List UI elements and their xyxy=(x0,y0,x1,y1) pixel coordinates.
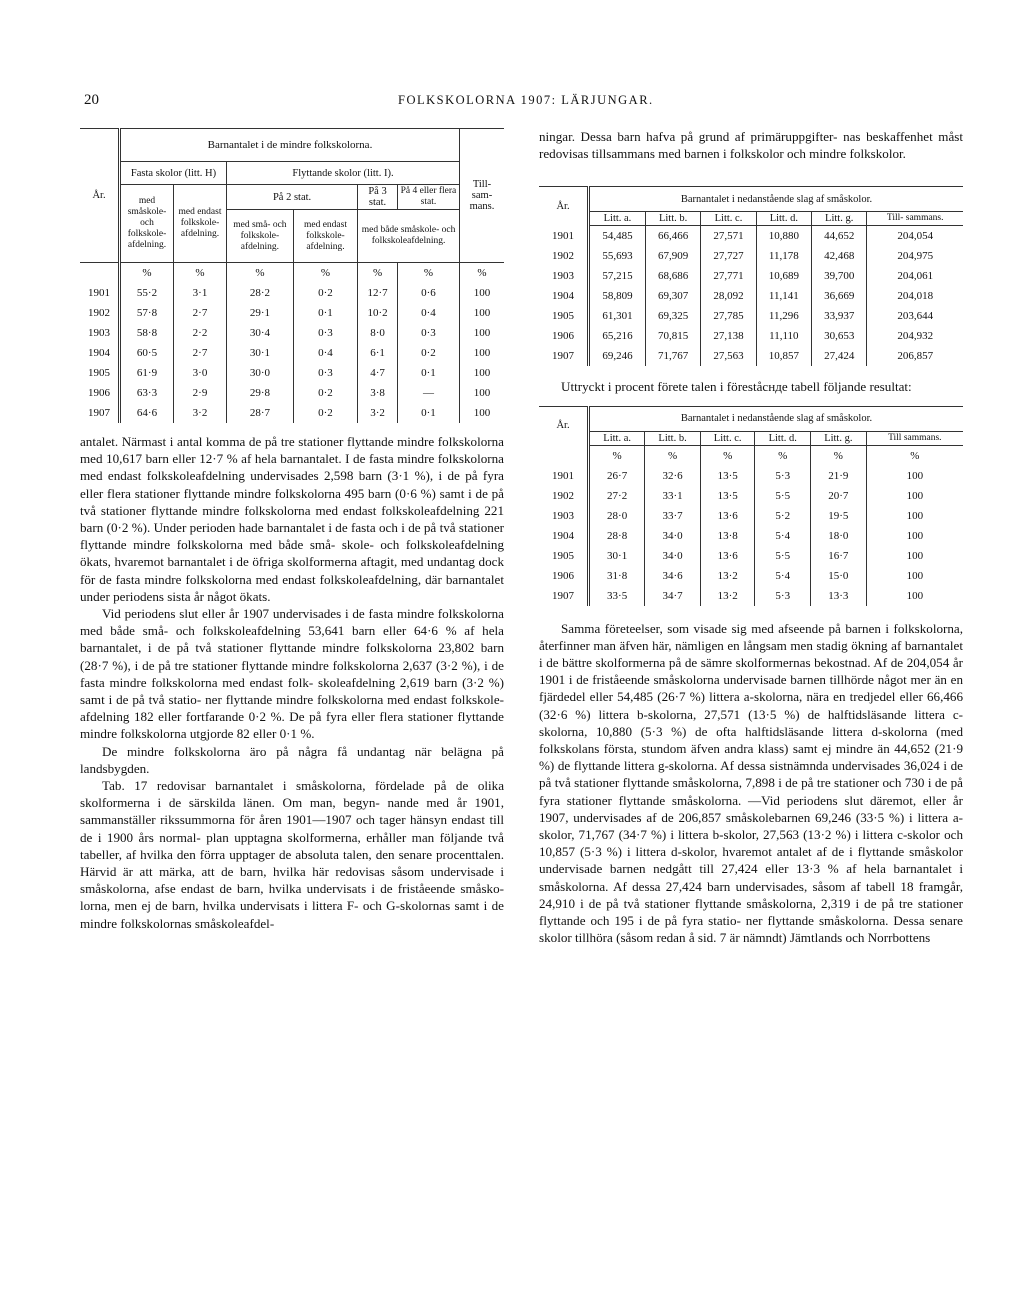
value-cell: 100 xyxy=(866,506,963,526)
table-year-header: År. xyxy=(539,406,589,445)
year-cell: 1907 xyxy=(539,586,589,606)
value-cell: 13·2 xyxy=(700,566,755,586)
paragraph: Tab. 17 redovisar barnantalet i småskolorna, fördelade på de olika skolformerna i de särskilda länen. Om man, begyn- nande med år 1901, sammanställer rikssummorna för åren 1901—1907 och tager hänsyn endast till de i 1900 års normal- plan upptagna skolformerna, erhåller man följande två tabeller, af hvilka den förra upptager de absoluta talen, den senare procenttalen. Härvid är att märka, att de barn, hvilka här redovisas såsom undervisade i småskolorna, afse endast de barn, hvilka undervisats i de friståeende småsko- lorna, men ej de barn, hvilka undervisats i littera F- och G-skolornas samt i de mindre folkskolornas småskoleafdel- xyxy=(80,778,504,931)
value-cell: 8·0 xyxy=(358,323,398,343)
unit-label: % xyxy=(811,445,867,466)
year-cell: 1904 xyxy=(539,526,589,546)
col-header: Litt. a. xyxy=(589,212,646,226)
year-cell: 1906 xyxy=(539,566,589,586)
value-cell: 21·9 xyxy=(811,466,867,486)
value-cell: 11,141 xyxy=(756,286,811,306)
value-cell: 0·2 xyxy=(293,383,357,403)
left-column xyxy=(80,128,504,932)
value-cell: 27,571 xyxy=(701,226,756,247)
value-cell: 5·3 xyxy=(755,586,811,606)
col-header: med endast folkskole- afdelning. xyxy=(174,185,227,263)
paragraph: Vid periodens slut eller år 1907 undervisades i de fasta mindre folkskolorna med både små- och folkskoleafdelning 53,641 barn eller 64·6 % af hela barnantalet, i de på två stationer flyttande mindre folkskolorna 23,802 barn (28·7 %), i de på tre stationer flyttande mindre folkskolorna 2,637 (3·2 %), i de fasta mindre folkskolorna med endast folk- skoleafdelning 2,619 barn (3·2 %) samt i de på två statio- ner flyttande mindre folkskolorna med endast folkskole- afdelning 182 eller fortfarande 0·2 %. De på fyra eller flera stationer flyttande mindre folkskolorna utgjorde 82 eller 0·1 %. xyxy=(80,606,504,742)
table-smaskolor-percent xyxy=(539,406,963,606)
table-row xyxy=(539,306,963,326)
value-cell: — xyxy=(397,383,459,403)
unit-label: % xyxy=(866,445,963,466)
col-header: Till sammans. xyxy=(866,431,963,445)
value-cell: 33·1 xyxy=(645,486,701,506)
table-row xyxy=(539,266,963,286)
table-total-header: Till- sam- mans. xyxy=(460,129,505,263)
table-row xyxy=(539,586,963,606)
value-cell: 29·1 xyxy=(227,303,294,323)
value-cell: 57,215 xyxy=(602,270,633,283)
unit-spacer xyxy=(539,445,589,466)
value-cell: 5·2 xyxy=(755,506,811,526)
col-header: På 4 eller flera stat. xyxy=(397,185,459,210)
value-cell: 16·7 xyxy=(811,546,867,566)
col-header: Litt. c. xyxy=(700,431,755,445)
unit-label: % xyxy=(120,263,174,284)
value-cell: 58,809 xyxy=(602,290,633,303)
unit-label: % xyxy=(227,263,294,284)
value-cell: 13·8 xyxy=(700,526,755,546)
value-cell: 69,246 xyxy=(602,350,633,363)
value-cell: 3·8 xyxy=(358,383,398,403)
value-cell: 11,110 xyxy=(756,326,811,346)
value-cell: 3·2 xyxy=(358,403,398,423)
value-cell: 28·0 xyxy=(607,509,628,522)
value-cell: 6·1 xyxy=(358,343,398,363)
value-cell: 100 xyxy=(460,343,505,363)
year-cell: 1903 xyxy=(539,266,589,286)
year-cell: 1903 xyxy=(80,323,120,343)
value-cell: 27·2 xyxy=(607,489,628,502)
value-cell: 61·9 xyxy=(136,367,158,379)
table-row xyxy=(539,246,963,266)
paragraph: Samma företeelser, som visade sig med afseende på barnen i folkskolorna, återfinner man äfven här, nämligen en långsam men stadig ökning af barnantalet i de bättre skolformerna på de sämre skolformernas bekostnad. Af de 204,054 år 1901 i de friståeende småskolorna undervisade barnen tillhörde något mer än en fjärdedel eller 54,485 (26·7 %) littera a-skolorna, nära en tredjedel eller 66,466 (32·6 %) littera b-skolorna, 27,571 (13·5 %) de halftidsläsande littera c-skolorna, 10,880 (5·3 %) de ofta halftidsläsande littera d-skolorna (med folkskolans första, stundom äfven andra klass) samt ej mindre än 44,652 (21·9 %) de flyttande littera g-skolorna. Af dessa sistnämnda undervisades 36,024 i de på två stationer flyttande småskolorna, 7,898 i de på tre stationer och 730 i de på fyra stationer flyttande småskolorna. —Vid periodens slut däremot, eller år 1907, undervisades af de 206,857 småskolebarnen 69,246 (33·5 %) i littera a-skolor, 71,767 (34·7 %) i littera b-skolor, 27,563 (13·2 %) i littera c-skolor och 10,857 (5·3 %) i littera d-skolor, hvaremot antalet af de i flyttande småskolor undervisade barnen nedgått till 27,424 eller 13·3 % af hela barnantalet i småskolorna. Af dessa 27,424 barn undervisades, såsom af tabell 18 framgår, 24,910 i de på två stationer flyttande småskolorna, 2,319 i de på tre stationer flyttande och 195 i de på fyra statio- ner flyttande småskolorna. Dessa senare skolor tillhöra (såsom redan å sid. 7 är nämndt) Jämtlands och Norrbottens xyxy=(539,620,963,946)
value-cell: 64·6 xyxy=(136,407,158,419)
value-cell: 30·0 xyxy=(227,363,294,383)
value-cell: 5·3 xyxy=(755,466,811,486)
paragraph: Uttryckt i procent förete talen i föreståснде tabell följande resultat: xyxy=(561,379,912,395)
value-cell: 13·3 xyxy=(811,586,867,606)
value-cell: 0·2 xyxy=(293,403,357,423)
value-cell: 55·2 xyxy=(136,287,158,299)
value-cell: 36,669 xyxy=(812,286,867,306)
value-cell: 100 xyxy=(460,363,505,383)
value-cell: 0·3 xyxy=(397,323,459,343)
table-row xyxy=(539,546,963,566)
value-cell: 32·6 xyxy=(645,466,701,486)
page-header xyxy=(0,92,1024,112)
value-cell: 30·1 xyxy=(607,549,628,562)
year-cell: 1901 xyxy=(539,226,589,247)
table-mindre-folkskolor xyxy=(80,128,504,423)
year-cell: 1906 xyxy=(80,383,120,403)
value-cell: 100 xyxy=(866,486,963,506)
value-cell: 0·1 xyxy=(397,403,459,423)
col-header: med små- och folkskole- afdelning. xyxy=(227,210,294,263)
table-row xyxy=(80,343,504,363)
value-cell: 27,785 xyxy=(701,306,756,326)
value-cell: 58·8 xyxy=(136,327,158,339)
year-cell: 1905 xyxy=(539,306,589,326)
value-cell: 27,138 xyxy=(701,326,756,346)
value-cell: 204,932 xyxy=(867,326,963,346)
unit-label: % xyxy=(460,263,505,284)
value-cell: 204,975 xyxy=(867,246,963,266)
value-cell: 0·2 xyxy=(397,343,459,363)
col-header: Litt. b. xyxy=(645,431,701,445)
value-cell: 34·6 xyxy=(645,566,701,586)
year-cell: 1902 xyxy=(539,246,589,266)
year-cell: 1907 xyxy=(539,346,589,366)
value-cell: 100 xyxy=(460,283,505,303)
value-cell: 30·1 xyxy=(227,343,294,363)
table-row xyxy=(80,363,504,383)
value-cell: 10,689 xyxy=(756,266,811,286)
table-row xyxy=(539,506,963,526)
value-cell: 68,686 xyxy=(645,266,700,286)
table-row xyxy=(80,283,504,303)
year-cell: 1907 xyxy=(80,403,120,423)
value-cell: 39,700 xyxy=(812,266,867,286)
table-group-title: Barnantalet i de mindre folkskolorna. xyxy=(120,129,460,162)
unit-label: % xyxy=(612,449,622,462)
table-row xyxy=(80,323,504,343)
value-cell: 5·5 xyxy=(755,546,811,566)
value-cell: 11,296 xyxy=(756,306,811,326)
value-cell: 100 xyxy=(460,403,505,423)
table-row xyxy=(539,466,963,486)
value-cell: 29·8 xyxy=(227,383,294,403)
value-cell: 2·2 xyxy=(174,323,227,343)
value-cell: 5·4 xyxy=(755,566,811,586)
year-cell: 1905 xyxy=(80,363,120,383)
value-cell: 13·5 xyxy=(700,466,755,486)
value-cell: 61,301 xyxy=(602,310,633,323)
table-year-header: År. xyxy=(80,129,120,263)
value-cell: 65,216 xyxy=(602,330,633,343)
value-cell: 33·7 xyxy=(645,506,701,526)
value-cell: 66,466 xyxy=(645,226,700,247)
value-cell: 0·1 xyxy=(397,363,459,383)
value-cell: 18·0 xyxy=(811,526,867,546)
value-cell: 100 xyxy=(866,586,963,606)
value-cell: 10,857 xyxy=(756,346,811,366)
year-cell: 1903 xyxy=(539,506,589,526)
table-row xyxy=(539,526,963,546)
value-cell: 204,054 xyxy=(867,226,963,247)
table-row xyxy=(80,303,504,323)
value-cell: 2·7 xyxy=(174,343,227,363)
value-cell: 100 xyxy=(866,546,963,566)
table-row xyxy=(539,346,963,366)
value-cell: 0·3 xyxy=(293,323,357,343)
value-cell: 54,485 xyxy=(602,230,633,243)
value-cell: 0·4 xyxy=(397,303,459,323)
value-cell: 26·7 xyxy=(607,469,628,482)
value-cell: 33·5 xyxy=(607,589,628,602)
value-cell: 2·9 xyxy=(174,383,227,403)
year-cell: 1904 xyxy=(539,286,589,306)
paragraph: ningar. Dessa barn hafva på grund af primäruppgifter- nas beskaffenhet måst redovisas tillsammans med barnen i folkskolor och mindre folkskolor. xyxy=(539,129,963,162)
table-row xyxy=(539,326,963,346)
value-cell: 69,307 xyxy=(645,286,700,306)
value-cell: 0·2 xyxy=(293,283,357,303)
col-header: På 3 stat. xyxy=(358,185,398,210)
value-cell: 100 xyxy=(460,303,505,323)
value-cell: 203,644 xyxy=(867,306,963,326)
value-cell: 100 xyxy=(866,466,963,486)
col-header: Litt. g. xyxy=(811,431,867,445)
col-header: Litt. b. xyxy=(645,212,700,226)
col-header: Litt. g. xyxy=(812,212,867,226)
value-cell: 0·1 xyxy=(293,303,357,323)
table-row xyxy=(539,286,963,306)
year-cell: 1902 xyxy=(539,486,589,506)
table-row xyxy=(539,226,963,247)
value-cell: 71,767 xyxy=(645,346,700,366)
value-cell: 204,018 xyxy=(867,286,963,306)
table-year-header: År. xyxy=(539,187,589,226)
value-cell: 204,061 xyxy=(867,266,963,286)
unit-label: % xyxy=(358,263,398,284)
value-cell: 30,653 xyxy=(812,326,867,346)
value-cell: 13·5 xyxy=(700,486,755,506)
right-column xyxy=(539,128,963,946)
paragraph: De mindre folkskolorna äro på några få undantag när belägna på landsbygden. xyxy=(80,743,504,776)
value-cell: 12·7 xyxy=(358,283,398,303)
col-header: På 2 stat. xyxy=(227,185,358,210)
year-cell: 1902 xyxy=(80,303,120,323)
col-header: Litt. a. xyxy=(589,431,645,445)
value-cell: 19·5 xyxy=(811,506,867,526)
fasta-skolor-header: Fasta skolor (litt. H) xyxy=(120,162,227,185)
value-cell: 100 xyxy=(460,323,505,343)
col-header: Litt. c. xyxy=(701,212,756,226)
year-cell: 1901 xyxy=(539,466,589,486)
value-cell: 27,563 xyxy=(701,346,756,366)
table-row xyxy=(80,403,504,423)
table-group-title: Barnantalet i nedanstående slag af småskolor. xyxy=(589,406,964,431)
unit-label: % xyxy=(700,445,755,466)
value-cell: 42,468 xyxy=(812,246,867,266)
value-cell: 28·8 xyxy=(607,529,628,542)
value-cell: 27,771 xyxy=(701,266,756,286)
value-cell: 70,815 xyxy=(645,326,700,346)
running-title: FOLKSKOLORNA 1907: LÄRJUNGAR. xyxy=(398,93,654,107)
value-cell: 34·0 xyxy=(645,546,701,566)
value-cell: 28·2 xyxy=(227,283,294,303)
table-smaskolor-absolute xyxy=(539,186,963,366)
value-cell: 13·6 xyxy=(700,506,755,526)
unit-label: % xyxy=(645,445,701,466)
value-cell: 100 xyxy=(460,383,505,403)
value-cell: 15·0 xyxy=(811,566,867,586)
col-header: Litt. d. xyxy=(756,212,811,226)
col-header: Litt. d. xyxy=(755,431,811,445)
value-cell: 13·6 xyxy=(700,546,755,566)
table-row xyxy=(539,486,963,506)
value-cell: 0·6 xyxy=(397,283,459,303)
col-header: med både småskole- och folkskoleafdelning. xyxy=(358,210,460,263)
value-cell: 10,880 xyxy=(756,226,811,247)
value-cell: 69,325 xyxy=(645,306,700,326)
value-cell: 100 xyxy=(866,566,963,586)
value-cell: 20·7 xyxy=(811,486,867,506)
value-cell: 0·4 xyxy=(293,343,357,363)
value-cell: 67,909 xyxy=(645,246,700,266)
table-group-title: Barnantalet i nedanstående slag af småskolor. xyxy=(589,187,964,212)
value-cell: 33,937 xyxy=(812,306,867,326)
value-cell: 2·7 xyxy=(174,303,227,323)
value-cell: 0·3 xyxy=(293,363,357,383)
unit-label: % xyxy=(174,263,227,284)
value-cell: 13·2 xyxy=(700,586,755,606)
value-cell: 44,652 xyxy=(812,226,867,247)
value-cell: 3·1 xyxy=(174,283,227,303)
value-cell: 206,857 xyxy=(867,346,963,366)
col-header: Till- sammans. xyxy=(867,212,963,226)
unit-label: % xyxy=(397,263,459,284)
value-cell: 34·0 xyxy=(645,526,701,546)
year-cell: 1906 xyxy=(539,326,589,346)
year-cell: 1901 xyxy=(80,283,120,303)
col-header: med småskole- och folkskole- afdelning. xyxy=(127,196,167,250)
table-row xyxy=(539,566,963,586)
value-cell: 27,424 xyxy=(812,346,867,366)
value-cell: 28·7 xyxy=(227,403,294,423)
value-cell: 30·4 xyxy=(227,323,294,343)
value-cell: 10·2 xyxy=(358,303,398,323)
table-row xyxy=(80,383,504,403)
value-cell: 57·8 xyxy=(136,307,158,319)
paragraph: antalet. Närmast i antal komma de på tre stationer flyttande mindre folkskolorna med 10,617 barn eller 12·7 % af hela barnantalet. I de fasta mindre folkskolorna med endast folkskoleafdelning undervisades 2,598 barn (3·1 %), i de på fyra eller flera stationer flyttande mindre folkskolorna 495 barn (0·6 %) samt i de på två stationer flyttande mindre folkskolorna med endast folkskoleafdelning 221 barn (0·2 %). Under perioden hade barnantalet i de fasta och i de på två stationer flyttande mindre folkskolorna med både små- skole- och folkskoleafdelning ökats, hvaremot barnantalet i de öfriga skolformerna aftagit, med undantag dock för de fasta mindre folkskolorna med endast folkskoleafdelning, där barnantalet under periodens sista år något ökats. xyxy=(80,434,504,604)
flyttande-skolor-header: Flyttande skolor (litt. I). xyxy=(227,162,460,185)
value-cell: 3·0 xyxy=(174,363,227,383)
year-cell: 1905 xyxy=(539,546,589,566)
value-cell: 3·2 xyxy=(174,403,227,423)
value-cell: 11,178 xyxy=(756,246,811,266)
unit-label: % xyxy=(293,263,357,284)
year-cell: 1904 xyxy=(80,343,120,363)
value-cell: 27,727 xyxy=(701,246,756,266)
value-cell: 31·8 xyxy=(607,569,628,582)
value-cell: 55,693 xyxy=(602,250,633,263)
value-cell: 5·5 xyxy=(755,486,811,506)
page-number: 20 xyxy=(84,92,99,108)
unit-label: % xyxy=(755,445,811,466)
value-cell: 28,092 xyxy=(701,286,756,306)
value-cell: 5·4 xyxy=(755,526,811,546)
value-cell: 63·3 xyxy=(136,387,158,399)
col-header: med endast folkskole- afdelning. xyxy=(293,210,357,263)
value-cell: 34·7 xyxy=(645,586,701,606)
value-cell: 60·5 xyxy=(136,347,158,359)
value-cell: 4·7 xyxy=(358,363,398,383)
value-cell: 100 xyxy=(866,526,963,546)
